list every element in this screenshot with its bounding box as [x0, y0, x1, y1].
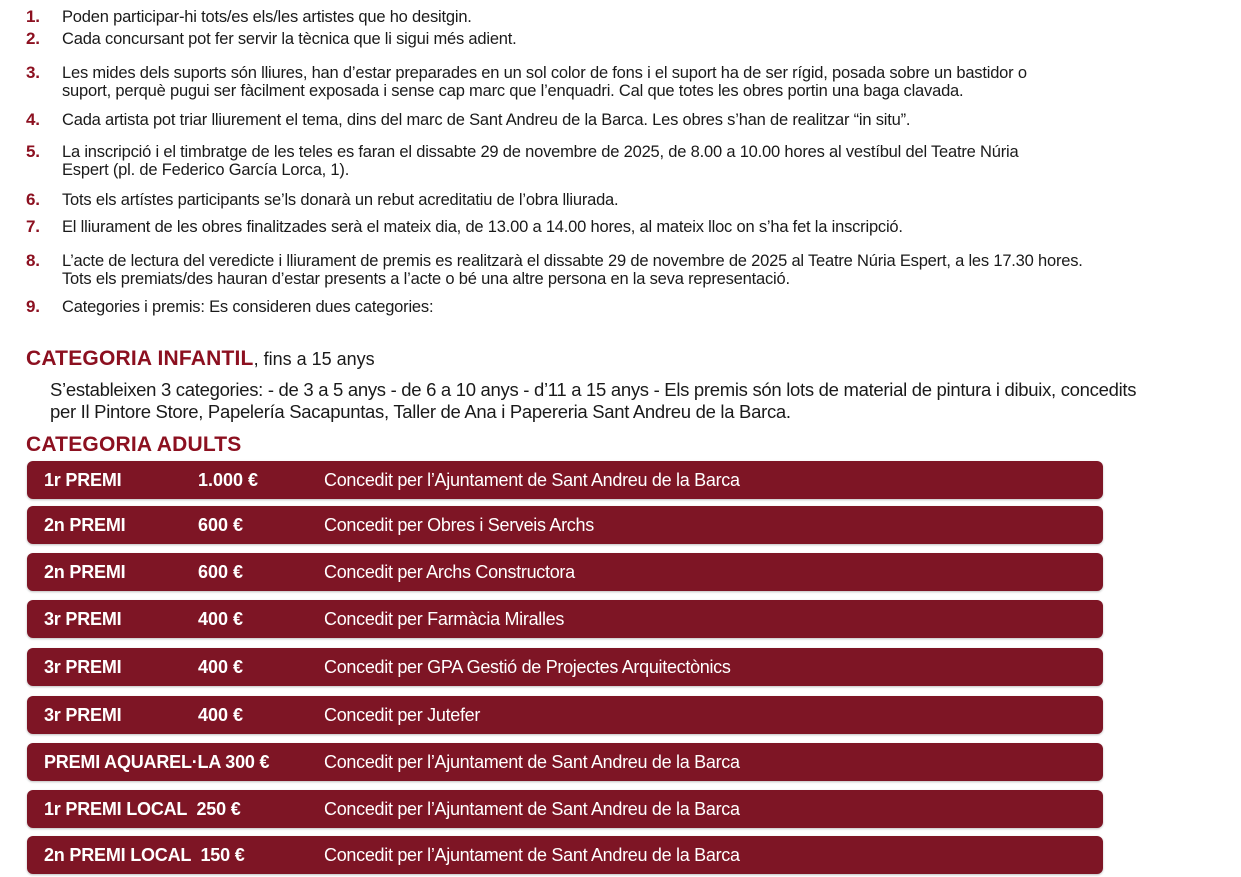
prize-amount: 600 € — [198, 561, 244, 582]
prize-label: 2n PREMI — [44, 514, 126, 535]
prize-sponsor: Concedit per l’Ajuntament de Sant Andreu de la Barca — [324, 844, 740, 865]
prize-label: 1r PREMI LOCAL 250 € — [44, 798, 241, 819]
prize-amount: 400 € — [198, 656, 244, 677]
prize-sponsor: Concedit per l’Ajuntament de Sant Andreu de la Barca — [324, 469, 740, 490]
prize-label: 2n PREMI — [44, 561, 126, 582]
prize-row — [27, 553, 1103, 591]
rule-number: 5. — [26, 142, 40, 161]
prize-row — [27, 461, 1103, 499]
prize-sponsor: Concedit per Obres i Serveis Archs — [324, 514, 594, 535]
rule-item — [26, 8, 1226, 30]
prize-label: 3r PREMI — [44, 704, 122, 725]
prize-row — [27, 648, 1103, 686]
prize-sponsor: Concedit per Jutefer — [324, 704, 481, 725]
prize-sponsor: Concedit per Archs Constructora — [324, 561, 575, 582]
category-infantil-heading — [26, 347, 375, 371]
rule-text: Poden participar-hi tots/es els/les artistes que ho desitgin. — [62, 8, 472, 26]
prize-row — [27, 600, 1103, 638]
rule-text: Les mides dels suports són lliures, han d’estar preparades en un sol color de fons i el suport ha de ser rígid, posada sobre un bastidor o suport, perquè pugui ser fàcilment exposada i sense cap marc que l’enquadri. Cal que totes les obres portin una baga clavada. — [62, 64, 1027, 100]
prize-sponsor: Concedit per l’Ajuntament de Sant Andreu de la Barca — [324, 751, 740, 772]
rule-text: El lliurament de les obres finalitzades serà el mateix dia, de 13.00 a 14.00 hores, al mateix lloc on s’ha fet la inscripció. — [62, 218, 903, 236]
rule-item — [26, 252, 1226, 298]
prize-sponsor: Concedit per Farmàcia Miralles — [324, 608, 565, 629]
rule-number: 9. — [26, 297, 40, 316]
category-infantil-title: CATEGORIA INFANTIL — [26, 347, 254, 370]
prize-row — [27, 506, 1103, 544]
rule-item — [26, 298, 1226, 320]
prize-amount: 400 € — [198, 704, 244, 725]
rule-number: 6. — [26, 190, 40, 209]
rule-text: L’acte de lectura del veredicte i lliurament de premis es realitzarà el dissabte 29 de novembre de 2025 al Teatre Núria Espert, a les 17.30 hores. Tots els premiats/des hauran d’estar presents a l’acte o bé una altre persona en la seva representació. — [62, 252, 1083, 288]
rule-item — [26, 111, 1226, 143]
rule-text: Cada concursant pot fer servir la tècnica que li sigui més adient. — [62, 30, 517, 48]
prize-label: 2n PREMI LOCAL 150 € — [44, 844, 245, 865]
prize-row — [27, 696, 1103, 734]
prize-sponsor: Concedit per l’Ajuntament de Sant Andreu de la Barca — [324, 798, 740, 819]
prize-sponsor: Concedit per GPA Gestió de Projectes Arquitectònics — [324, 656, 731, 677]
rule-number: 7. — [26, 217, 40, 236]
rule-number: 3. — [26, 63, 40, 82]
category-infantil-description: S’estableixen 3 categories: - de 3 a 5 anys - de 6 a 10 anys - d’11 a 15 anys - Els premis són lots de material de pintura i dibuix, concedits per Il Pintore Store, Papelería Sacapuntas, Taller de Ana i Papereria Sant Andreu de la Barca. — [50, 379, 1137, 422]
rule-number: 4. — [26, 110, 40, 129]
prize-label: 3r PREMI — [44, 656, 122, 677]
prize-row — [27, 836, 1103, 874]
rule-text: Categories i premis: Es consideren dues categories: — [62, 298, 434, 316]
rule-item — [26, 143, 1226, 191]
prize-label: 1r PREMI — [44, 469, 122, 490]
rules-list — [26, 8, 1226, 320]
rule-item — [26, 64, 1226, 111]
prize-label: 3r PREMI — [44, 608, 122, 629]
category-adults-heading: CATEGORIA ADULTS — [26, 433, 242, 456]
prize-label: PREMI AQUAREL·LA 300 € — [44, 751, 270, 772]
prize-row — [27, 743, 1103, 781]
prize-amount: 1.000 € — [198, 469, 259, 490]
prize-amount: 400 € — [198, 608, 244, 629]
rule-number: 8. — [26, 251, 40, 270]
rule-text: Tots els artístes participants se’ls donarà un rebut acreditatiu de l’obra lliurada. — [62, 191, 619, 209]
rule-item — [26, 191, 1226, 218]
rule-item — [26, 30, 1226, 64]
category-infantil-age: , fins a 15 anys — [253, 349, 375, 369]
rule-number: 2. — [26, 29, 40, 48]
prize-amount: 600 € — [198, 514, 244, 535]
rule-text: La inscripció i el timbratge de les teles es faran el dissabte 29 de novembre de 2025, de 8.00 a 10.00 hores al vestíbul del Teatre Núria Espert (pl. de Federico García Lorca, 1). — [62, 143, 1019, 179]
rule-item — [26, 218, 1226, 252]
rule-number: 1. — [26, 7, 40, 26]
rule-text: Cada artista pot triar lliurement el tema, dins del marc de Sant Andreu de la Barca. Les obres s’han de realitzar “in situ”. — [62, 111, 911, 129]
prize-row — [27, 790, 1103, 828]
